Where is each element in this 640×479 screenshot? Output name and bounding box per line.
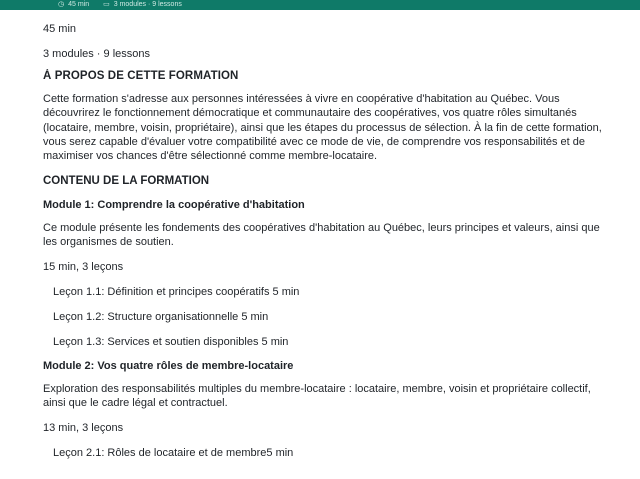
course-meta-bar <box>0 0 640 10</box>
book-icon: ▭ <box>103 1 110 8</box>
contents-heading: CONTENU DE LA FORMATION <box>43 175 210 188</box>
course-structure: 3 modules · 9 lessons <box>43 48 150 60</box>
module-1-title[interactable]: Module 1: Comprendre la coopérative d'habitation <box>43 199 305 212</box>
lesson-2-1[interactable]: Leçon 2.1: Rôles de locataire et de membre5 min <box>53 447 294 460</box>
structure-meta <box>103 0 182 10</box>
module-2-meta: 13 min, 3 leçons <box>43 422 124 435</box>
module-2-description: Exploration des responsabilités multiples du membre-locataire : locataire, membre, voisin et propriétaire collectif, ainsi que le cadre légal et contractuel. <box>43 383 591 410</box>
course-details <box>43 22 603 460</box>
duration-meta-text: 45 min <box>68 1 90 8</box>
structure-meta-text: 3 modules · 9 lessons <box>113 1 182 8</box>
module-1-meta: 15 min, 3 leçons <box>43 261 124 274</box>
module-1-description: Ce module présente les fondements des coopératives d'habitation au Québec, leurs principes et valeurs, ainsi que les organismes de soutien. <box>43 222 600 249</box>
duration-meta <box>58 0 89 10</box>
course-duration: 45 min <box>43 23 77 35</box>
clock-icon: ◷ <box>58 1 65 8</box>
module-2-title[interactable]: Module 2: Vos quatre rôles de membre-locataire <box>43 360 294 373</box>
about-heading: À PROPOS DE CETTE FORMATION <box>43 70 239 82</box>
lesson-1-1[interactable]: Leçon 1.1: Définition et principes coopératifs 5 min <box>53 286 300 299</box>
lesson-1-3[interactable]: Leçon 1.3: Services et soutien disponibles 5 min <box>53 336 289 349</box>
lesson-1-2[interactable]: Leçon 1.2: Structure organisationnelle 5 min <box>53 311 269 324</box>
about-paragraph: Cette formation s'adresse aux personnes intéressées à vivre en coopérative d'habitation au Québec. Vous découvrirez le fonctionnement démocratique et communautaire des coopératives, vos quatre rôles simultanés (locataire, membre, voisin, propriétaire), ainsi que les étapes du processus de sélection. À la fin de cette formation, vous serez capable d'évaluer votre compatibilité avec ce mode de vie, de comprendre vos responsabilités et de maximiser vos chances d'être sélectionné comme membre-locataire. <box>43 93 602 163</box>
